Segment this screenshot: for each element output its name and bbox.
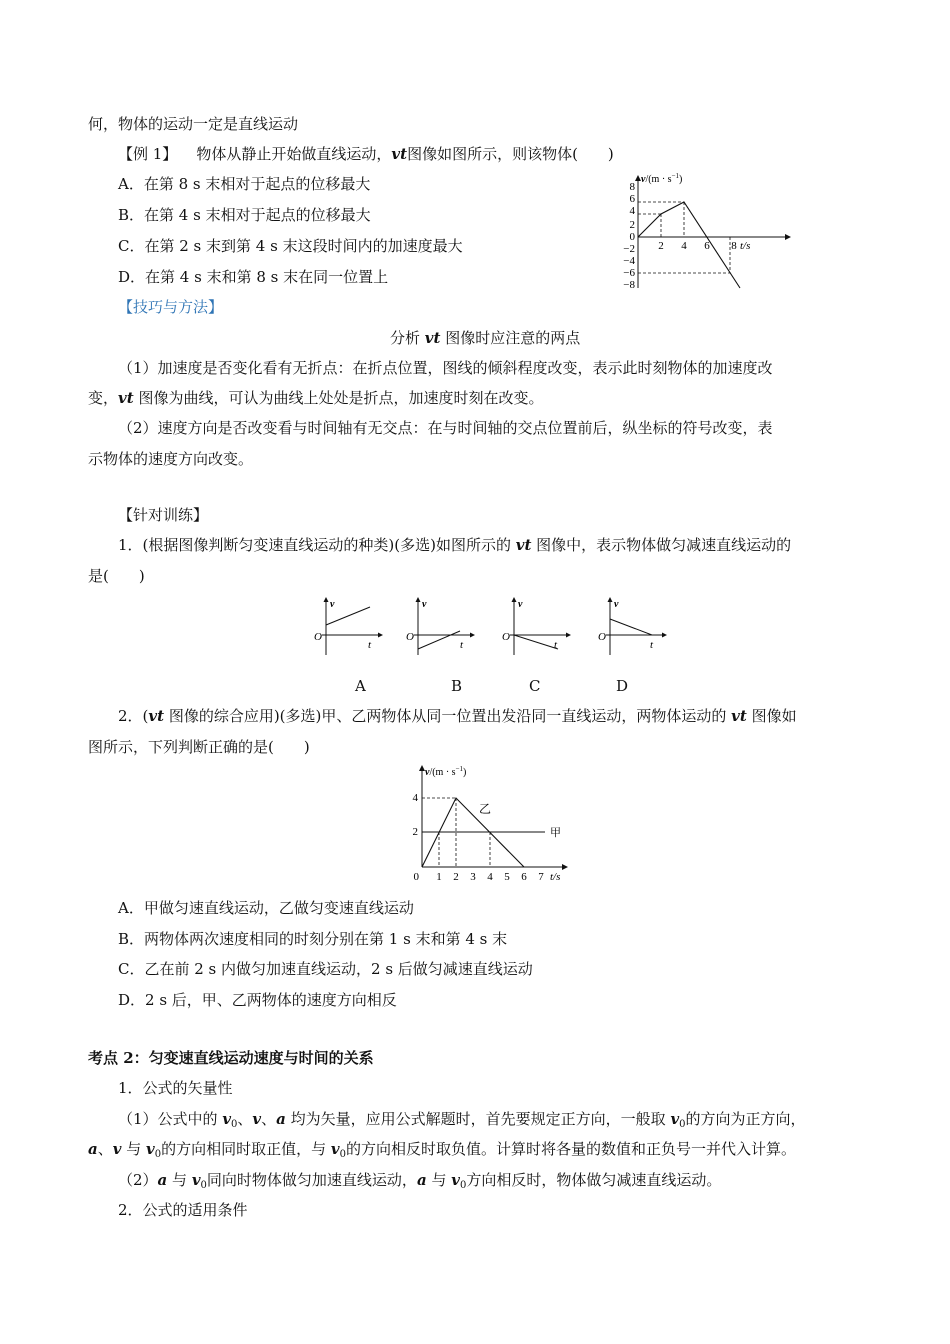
skills-p2-line1: （2）速度方向是否改变看与时间轴有无交点：在与时间轴的交点位置前后，纵坐标的符号改变，表 <box>118 419 773 437</box>
g1-xtick: 2 <box>658 240 664 252</box>
g1-ytick: 8 <box>629 181 635 193</box>
g1-ytick: −2 <box>623 243 635 255</box>
point2-item2: 2．公式的适用条件 <box>118 1201 248 1219</box>
g2-xtick: 3 <box>470 871 476 883</box>
svg-text:v: v <box>422 599 427 610</box>
q2-vt-graph <box>405 763 580 888</box>
q2-option-b: B．两物体两次速度相同的时刻分别在第 1 s 末和第 4 s 末 <box>118 930 508 948</box>
q2-option-c: C．乙在前 2 s 内做匀加速直线运动，2 s 后做匀减速直线运动 <box>118 960 533 978</box>
graph2-ylabel: $v/(m \cdot s^{-1})$ <box>425 765 467 778</box>
svg-text:v: v <box>518 599 523 610</box>
example1-vt-graph <box>612 168 802 293</box>
g2-xtick: 6 <box>521 871 527 883</box>
g1-ytick: 0 <box>629 231 635 243</box>
svg-text:t: t <box>460 639 464 651</box>
graph1-ylabel: $v/(m \cdot s^{-1})$ <box>641 172 683 185</box>
g2-xtick: 7 <box>538 871 544 883</box>
svg-text:O: O <box>314 631 322 643</box>
point2-s2: （2）a 与 $v_0$同向时物体做匀加速直线运动，a 与 $v_0$方向相反时，物体做匀减速直线运动。 <box>118 1171 722 1191</box>
g1-ytick: −8 <box>623 279 635 291</box>
g2-xtick: 1 <box>436 871 442 883</box>
svg-text:v: v <box>330 599 335 610</box>
svg-text:O: O <box>598 631 606 643</box>
mini-label-c: C <box>529 677 541 695</box>
g1-ytick: −6 <box>623 267 635 279</box>
mini-label-d: D <box>616 677 629 695</box>
g2-xlabel: t/s <box>550 871 561 883</box>
g1-velocity-line <box>638 202 740 288</box>
skills-subtitle: 分析 vt 图像时应注意的两点 <box>390 329 581 347</box>
q2-option-d: D．2 s 后，甲、乙两物体的速度方向相反 <box>118 991 397 1009</box>
g2-ytick: 0 <box>413 871 419 883</box>
example1-option-c: C．在第 2 s 末到第 4 s 末这段时间内的加速度最大 <box>118 237 463 255</box>
g1-ytick: −4 <box>623 255 635 267</box>
g1-xtick: 6 <box>704 240 710 252</box>
point2-s1-line1: （1）公式中的 $v_0$、v、a 均为矢量，应用公式解题时，首先要规定正方向，一般取 $v_0$的方向为正方向， <box>118 1110 806 1130</box>
mini-graph-c <box>502 598 570 655</box>
q2-line1: 2．(vt 图像的综合应用)(多选)甲、乙两物体从同一位置出发沿同一直线运动，两物体运动的 vt 图像如 <box>118 707 797 725</box>
g1-ytick: 6 <box>629 193 635 205</box>
mini-label-a: A <box>355 677 366 695</box>
g2-label-jia: 甲 <box>550 827 561 839</box>
skills-title: 【技巧与方法】 <box>118 298 224 316</box>
svg-text:t: t <box>650 639 654 651</box>
g1-xlabel: t/s <box>740 240 751 252</box>
svg-text:O: O <box>406 631 414 643</box>
mini-graph-a <box>314 598 382 655</box>
point2-s1-line2: a、v 与 $v_0$的方向相同时取正值，与 $v_0$的方向相反时取负值。计算时将各量的数值和正负号一并代入计算。 <box>88 1140 796 1160</box>
g2-ytick: 2 <box>412 826 418 838</box>
intro-line: 何，物体的运动一定是直线运动 <box>88 115 299 133</box>
q1-line1: 1．(根据图像判断匀变速直线运动的种类)(多选)如图所示的 vt 图像中，表示物体做匀减速直线运动的 <box>118 536 792 554</box>
mini-graph-b <box>406 598 474 655</box>
g2-xtick: 2 <box>453 871 459 883</box>
svg-text:v: v <box>614 599 619 610</box>
mini-label-b: B <box>451 677 463 695</box>
mini-graph-d <box>598 598 666 655</box>
q1-line2: 是( ) <box>88 567 145 585</box>
g1-ytick: 4 <box>629 205 635 217</box>
g2-label-yi: 乙 <box>479 802 492 816</box>
g1-xtick: 8 <box>731 240 737 252</box>
g2-xtick: 5 <box>504 871 510 883</box>
example1-option-b: B．在第 4 s 末相对于起点的位移最大 <box>118 206 371 224</box>
example1-label: 【例 1】 <box>118 145 178 163</box>
g2-xtick: 4 <box>487 871 493 883</box>
q1-mini-graphs <box>310 593 680 663</box>
svg-text:t: t <box>368 639 372 651</box>
skills-p1-line1: （1）加速度是否变化看有无折点：在折点位置，图线的倾斜程度改变，表示此时刻物体的加速度改 <box>118 359 773 377</box>
example1-option-a: A．在第 8 s 末相对于起点的位移最大 <box>118 175 371 193</box>
q2-option-a: A．甲做匀速直线运动，乙做匀变速直线运动 <box>118 899 414 917</box>
svg-text:O: O <box>502 631 510 643</box>
training-title: 【针对训练】 <box>118 506 209 524</box>
example1-option-d: D．在第 4 s 末和第 8 s 末在同一位置上 <box>118 268 389 286</box>
example1-question: 【例 1】 物体从静止开始做直线运动，vt图像如图所示，则该物体( ) <box>118 145 614 163</box>
point2-item1: 1．公式的矢量性 <box>118 1079 233 1097</box>
point2-title: 考点 2：匀变速直线运动速度与时间的关系 <box>88 1049 374 1067</box>
svg-text:t: t <box>554 639 558 651</box>
g1-ytick: 2 <box>629 219 635 231</box>
q2-line2: 图所示，下列判断正确的是( ) <box>88 738 310 756</box>
skills-p1-line2: 变，vt 图像为曲线，可认为曲线上处处是折点，加速度时刻在改变。 <box>88 389 544 407</box>
g1-xtick: 4 <box>681 240 687 252</box>
g2-ytick: 4 <box>412 792 418 804</box>
skills-p2-line2: 示物体的速度方向改变。 <box>88 450 254 468</box>
